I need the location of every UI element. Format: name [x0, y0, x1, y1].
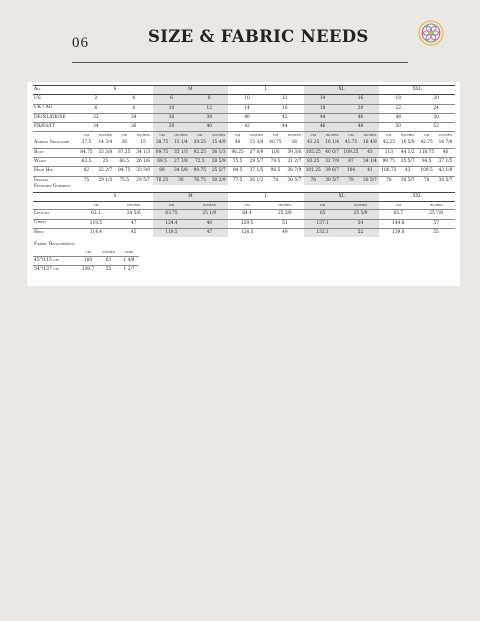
cell: 46: [436, 148, 455, 157]
unit-cell: cm: [77, 132, 96, 140]
cell: 12: [190, 104, 228, 113]
cell: 39 6/7: [323, 167, 342, 176]
unit-cell: inches: [171, 132, 190, 140]
cell: 32 2/7: [96, 167, 115, 176]
cell: 38.75: [153, 139, 172, 148]
cell: 6: [153, 95, 191, 104]
row-label: Across Shoulder: [34, 140, 70, 146]
cell: 20: [433, 96, 439, 102]
cell: 40: [228, 113, 266, 122]
cell: 32: [77, 113, 115, 122]
size-label-l: L: [228, 193, 304, 202]
cell: 44: [304, 113, 342, 122]
size-label-l: L: [228, 86, 304, 95]
cell: 78: [342, 176, 361, 185]
cell: 47: [190, 228, 228, 237]
unit-cell: cm: [266, 132, 285, 140]
cell: 84.75: [115, 167, 134, 176]
cell: 26 1/6: [134, 158, 153, 167]
cell: 40.75: [269, 140, 282, 146]
row-label: 54"/137 cm: [33, 266, 78, 275]
cell: 43: [360, 148, 379, 157]
cell: 34 1/3: [134, 148, 153, 157]
cell: 16: [291, 140, 298, 146]
cell: 101.25: [304, 167, 323, 176]
cell: 25 5/9: [342, 210, 380, 219]
cell: 54: [342, 219, 380, 228]
cell: 105.25: [304, 148, 323, 157]
cell: 51: [266, 219, 304, 228]
unit-row: [33, 132, 455, 140]
cell: 41: [360, 167, 379, 176]
cell: 49: [266, 228, 304, 237]
cell: 109.25: [342, 148, 361, 157]
size-label-xxl: XXL: [379, 193, 455, 202]
cell: 28 5/9: [209, 158, 228, 167]
cell: 139.7: [78, 266, 98, 275]
fabric-row: [33, 257, 139, 266]
cell: 124.4: [153, 219, 191, 228]
cell: 87.25: [115, 148, 134, 157]
header-rule: [72, 62, 408, 63]
cell: 98.5: [266, 167, 285, 176]
cell: 52: [342, 228, 380, 237]
unit-cell: cm: [228, 132, 247, 140]
cell: 30 2/9: [209, 176, 228, 185]
unit-cell: [33, 202, 77, 210]
cell: 42: [398, 167, 417, 176]
cell: 84.75: [77, 148, 96, 157]
cell: 1 4/9: [119, 257, 139, 266]
cell: 109.5: [417, 167, 436, 176]
unit-cell: inches: [360, 132, 379, 140]
cell: 96.25: [228, 148, 247, 157]
cell: 64.4: [228, 210, 266, 219]
cell: 46: [304, 123, 342, 132]
row-label: US: [34, 96, 41, 102]
measurement-row: [33, 148, 455, 157]
cell: 29 5/7: [134, 176, 153, 185]
fabric-row: [33, 266, 139, 275]
cell: 87: [342, 158, 361, 167]
cell: 40: [190, 123, 228, 132]
page-title: SIZE & FABRIC NEEDS: [148, 27, 369, 46]
cell: 45: [115, 228, 153, 237]
cell: 76.25: [153, 176, 172, 185]
cell: 119.5: [153, 228, 191, 237]
unit-row: [33, 202, 455, 210]
cell: 160: [78, 257, 98, 266]
cell: 25 7/8: [417, 210, 455, 219]
row-label: FR/ES/IT: [33, 123, 77, 132]
row-label: Inseam: [33, 176, 77, 185]
finished-row: [33, 210, 455, 219]
cell: 10: [244, 96, 250, 102]
cell: 63.5: [77, 158, 96, 167]
measurement-row: [33, 139, 455, 148]
cell: 38: [121, 140, 127, 146]
cell: 144.8: [379, 219, 417, 228]
cell: 43 1/9: [436, 167, 455, 176]
cell: 25: [96, 158, 115, 167]
cell: 36: [153, 113, 191, 122]
cell: 38 7/9: [285, 167, 304, 176]
size-label-m: M: [153, 193, 229, 202]
cell: 42: [266, 113, 304, 122]
unit-cell: yard: [124, 249, 134, 254]
size-label-m: M: [153, 86, 229, 95]
cell: 42.75: [420, 140, 433, 146]
cell: 15 1/4: [171, 139, 190, 148]
unit-cell: cm: [153, 132, 172, 140]
row-label: UK / AU: [33, 104, 77, 113]
row-label: Bust: [33, 148, 77, 157]
unit-cell: inches: [323, 132, 342, 140]
cell: 48: [342, 123, 380, 132]
row-label: High Hip: [33, 167, 77, 176]
cell: 94.5: [417, 158, 436, 167]
row-label: Length: [33, 210, 77, 219]
cell: 14: [228, 104, 266, 113]
finished-garment-title: Finished Garment: [34, 184, 71, 189]
cell: 34: [115, 113, 153, 122]
cell: 30: [171, 176, 190, 185]
cell: 46: [342, 113, 380, 122]
unit-cell: inches: [134, 132, 153, 140]
finished-garment-table: [33, 192, 455, 237]
unit-cell: cm: [395, 203, 401, 207]
unit-cell: inches: [398, 132, 417, 140]
unit-cell: cm: [304, 132, 323, 140]
cell: 50: [379, 123, 417, 132]
cell: 33 3/8: [96, 148, 115, 157]
unit-cell: cm: [85, 249, 91, 254]
cell: 16 4/9: [360, 139, 379, 148]
cell: 90.75: [379, 158, 398, 167]
cell: 83.25: [304, 158, 323, 167]
cell: 31 2/7: [285, 158, 304, 167]
cell: 40: [234, 140, 241, 146]
cell: 39.25: [190, 139, 209, 148]
size-row: [33, 123, 455, 132]
cell: 8: [115, 104, 153, 113]
cell: 72.5: [190, 158, 209, 167]
cell: 10: [153, 104, 191, 113]
cell: 15 4/9: [209, 139, 228, 148]
cell: 22: [379, 104, 417, 113]
cell: 34 1/4: [360, 158, 379, 167]
cell: 129.5: [228, 219, 266, 228]
cell: 35 1/3: [171, 148, 190, 157]
cell: 78: [417, 176, 436, 185]
size-label-s: S: [77, 86, 153, 95]
cell: 38: [153, 123, 191, 132]
row-label: Hem: [33, 228, 77, 237]
unit-cell: inches: [342, 202, 380, 210]
size-header-row: [33, 193, 455, 202]
cell: 65.7: [379, 210, 417, 219]
fabric-requirement-title: Fabric Requirement: [34, 242, 75, 247]
cell: 82: [77, 167, 96, 176]
cell: 30 1/2: [247, 176, 266, 185]
cell: [33, 193, 77, 202]
unit-cell: cm: [93, 203, 99, 207]
cell: 39 3/8: [285, 148, 304, 157]
cell: 104: [342, 167, 361, 176]
cell: 20: [342, 104, 380, 113]
cell: 14 3/4: [98, 140, 113, 146]
cell: 75.5: [115, 176, 134, 185]
row-label: Waist: [33, 158, 77, 167]
cell: 55: [417, 228, 455, 237]
size-label-s: S: [77, 193, 153, 202]
measurement-row: [33, 158, 455, 167]
cell: 78: [304, 176, 323, 185]
cell: 18: [395, 96, 402, 102]
unit-cell: cm: [153, 202, 191, 210]
cell: 25 3/8: [266, 210, 304, 219]
cell: 76.75: [190, 176, 209, 185]
size-label-xxl: XXL: [379, 86, 455, 95]
cell: 94.5: [228, 167, 247, 176]
cell: 89.75: [153, 148, 172, 157]
mandala-logo-icon: [418, 20, 444, 46]
cell: 92.25: [190, 148, 209, 157]
cell: 35 5/7: [398, 158, 417, 167]
unit-cell: inches: [247, 132, 266, 140]
cell: 4: [132, 96, 136, 102]
cell: 100: [266, 148, 285, 157]
cell: 1 2/7: [119, 266, 139, 275]
unit-cell: cm: [304, 202, 342, 210]
unit-cell: [33, 249, 78, 257]
row-label: Chest: [33, 219, 77, 228]
cell: 116.75: [417, 148, 436, 157]
cell: 132.1: [304, 228, 342, 237]
size-row: [33, 95, 455, 104]
cell: 32 7/9: [323, 158, 342, 167]
cell: 6: [77, 104, 115, 113]
cell: 48: [379, 113, 417, 122]
cell: 75: [77, 176, 96, 185]
cell: 16 7/8: [438, 140, 453, 146]
cell: 16: [342, 95, 380, 104]
unit-cell: inches: [429, 203, 443, 207]
cell: 16: [266, 104, 304, 113]
cell: 30 5/7: [436, 176, 455, 185]
cell: 29 1/3: [96, 176, 115, 185]
cell: 75.5: [228, 158, 247, 167]
cell: 30 5/7: [360, 176, 379, 185]
cell: 24: [417, 104, 455, 113]
unit-cell: cm: [244, 203, 250, 207]
finished-row: [33, 228, 455, 237]
cell: 34 5/8: [171, 167, 190, 176]
size-sheet: [27, 82, 460, 286]
unit-cell: inches: [127, 203, 141, 207]
cell: 55: [98, 266, 119, 275]
cell: 34: [77, 123, 115, 132]
cell: 41.25: [304, 139, 323, 148]
cell: 79.5: [266, 158, 285, 167]
cell: 27 3/8: [171, 158, 190, 167]
cell: 15 3/4: [249, 140, 264, 146]
unit-cell: inches: [436, 132, 455, 140]
row-label: DE/NL/DK/SE: [33, 113, 77, 122]
page-number: 06: [72, 35, 89, 51]
cell: 36 1/3: [209, 148, 228, 157]
unit-cell: cm: [417, 132, 436, 140]
cell: 30 5/7: [323, 176, 342, 185]
cell: 44: [266, 123, 304, 132]
cell: 49: [190, 219, 228, 228]
cell: 57: [417, 219, 455, 228]
size-header-row: [33, 86, 455, 95]
cell: 2: [94, 96, 98, 102]
cell: 41.75: [342, 139, 361, 148]
cell: 37 8/9: [247, 148, 266, 157]
cell: 119.5: [77, 219, 115, 228]
unit-cell: cm: [342, 132, 361, 140]
cell: 52: [417, 123, 455, 132]
fabric-requirement-table: [33, 249, 139, 275]
cell: 63.75: [153, 210, 191, 219]
cell: 30 5/7: [285, 176, 304, 185]
cell: 42: [228, 123, 266, 132]
unit-cell: cm: [190, 132, 209, 140]
cell: 37 1/5: [436, 158, 455, 167]
unit-cell: [33, 132, 77, 140]
cell: 14: [304, 95, 342, 104]
unit-cell: inches: [285, 132, 304, 140]
cell: 137.1: [304, 219, 342, 228]
unit-cell: cm: [115, 132, 134, 140]
cell: 30 5/7: [398, 176, 417, 185]
cell: 42.25: [382, 140, 395, 146]
cell: 50: [417, 113, 455, 122]
cell: 37.5: [81, 140, 92, 146]
cell: 18: [304, 104, 342, 113]
cell: 78: [266, 176, 285, 185]
unit-cell: cm: [379, 132, 398, 140]
cell: 36: [115, 123, 153, 132]
body-measurement-table: [33, 85, 455, 185]
cell: 35 5/7: [209, 167, 228, 176]
cell: 69.5: [153, 158, 172, 167]
unit-cell: inches: [190, 202, 228, 210]
cell: 114.4: [77, 228, 115, 237]
cell: 90.75: [190, 167, 209, 176]
measurement-row: [33, 167, 455, 176]
size-row: [33, 113, 455, 122]
finished-row: [33, 219, 455, 228]
cell: 12: [282, 96, 288, 102]
size-row: [33, 104, 455, 113]
size-label-xl: XL: [304, 86, 380, 95]
cell: 66.5: [115, 158, 134, 167]
cell: 33 3/8: [134, 167, 153, 176]
size-label-xl: XL: [304, 193, 380, 202]
cell: 139.8: [379, 228, 417, 237]
cell: 16 1/4: [323, 139, 342, 148]
cell: 88: [153, 167, 172, 176]
cell: 40 6/7: [323, 148, 342, 157]
unit-row: [33, 249, 139, 257]
cell: 29 5/7: [247, 158, 266, 167]
cell: 65: [304, 210, 342, 219]
cell: 25 1/9: [190, 210, 228, 219]
cell: 77.5: [228, 176, 247, 185]
cell: 63.1: [77, 210, 115, 219]
cell: 63: [98, 257, 119, 266]
cell: 16 5/8: [400, 140, 415, 146]
row-label: 45"/115 cm: [33, 257, 78, 266]
cell: 38: [190, 113, 228, 122]
unit-cell: inches: [102, 249, 115, 254]
cell: 15: [140, 140, 146, 146]
row-label: All: [33, 86, 77, 95]
cell: 24 5/6: [115, 210, 153, 219]
cell: 47: [115, 219, 153, 228]
unit-cell: inches: [209, 132, 228, 140]
cell: 106.75: [379, 167, 398, 176]
cell: 124.5: [228, 228, 266, 237]
unit-cell: inches: [278, 203, 292, 207]
cell: 37 1/5: [247, 167, 266, 176]
cell: 8: [190, 95, 228, 104]
measurement-row: [33, 176, 455, 185]
unit-cell: inches: [96, 132, 115, 140]
cell: 78: [379, 176, 398, 185]
cell: 44 1/2: [398, 148, 417, 157]
cell: 113: [379, 148, 398, 157]
